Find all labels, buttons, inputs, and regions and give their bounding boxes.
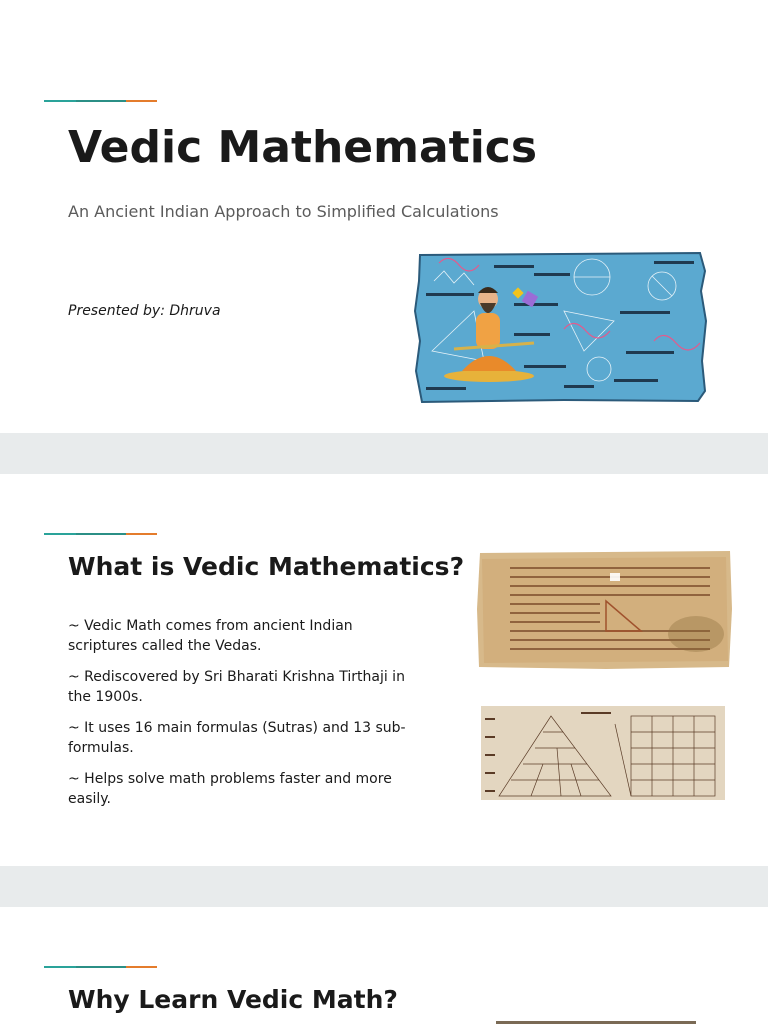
accent-line (44, 100, 157, 102)
slide-1-subtitle: An Ancient Indian Approach to Simplified Calculations (68, 202, 499, 221)
accent-line (44, 966, 157, 968)
bullet-item: ~ Helps solve math problems faster and more easily. (68, 771, 392, 807)
bullet-item: ~ It uses 16 main formulas (Sutras) and 13 sub-formulas. (68, 720, 406, 756)
slide-3 (0, 907, 768, 1024)
bullet-item: ~ Rediscovered by Sri Bharati Krishna Tirthaji in the 1900s. (68, 669, 405, 705)
slide-separator (0, 866, 768, 907)
slide-2 (0, 474, 768, 866)
number-pyramid-manuscript-image (481, 706, 725, 800)
bullet-item: ~ Vedic Math comes from ancient Indian scriptures called the Vedas. (68, 618, 353, 654)
slide-1 (0, 0, 768, 433)
slide-3-title: Why Learn Vedic Math? (68, 985, 398, 1014)
accent-line (44, 533, 157, 535)
slide-1-title: Vedic Mathematics (68, 122, 538, 173)
bullet-list (68, 617, 418, 821)
sage-math-illustration (414, 251, 707, 404)
slide-separator (0, 433, 768, 474)
ancient-manuscript-image (476, 549, 733, 670)
slide-2-title: What is Vedic Mathematics? (68, 552, 465, 581)
presenter-label: Presented by: Dhruva (68, 303, 221, 319)
